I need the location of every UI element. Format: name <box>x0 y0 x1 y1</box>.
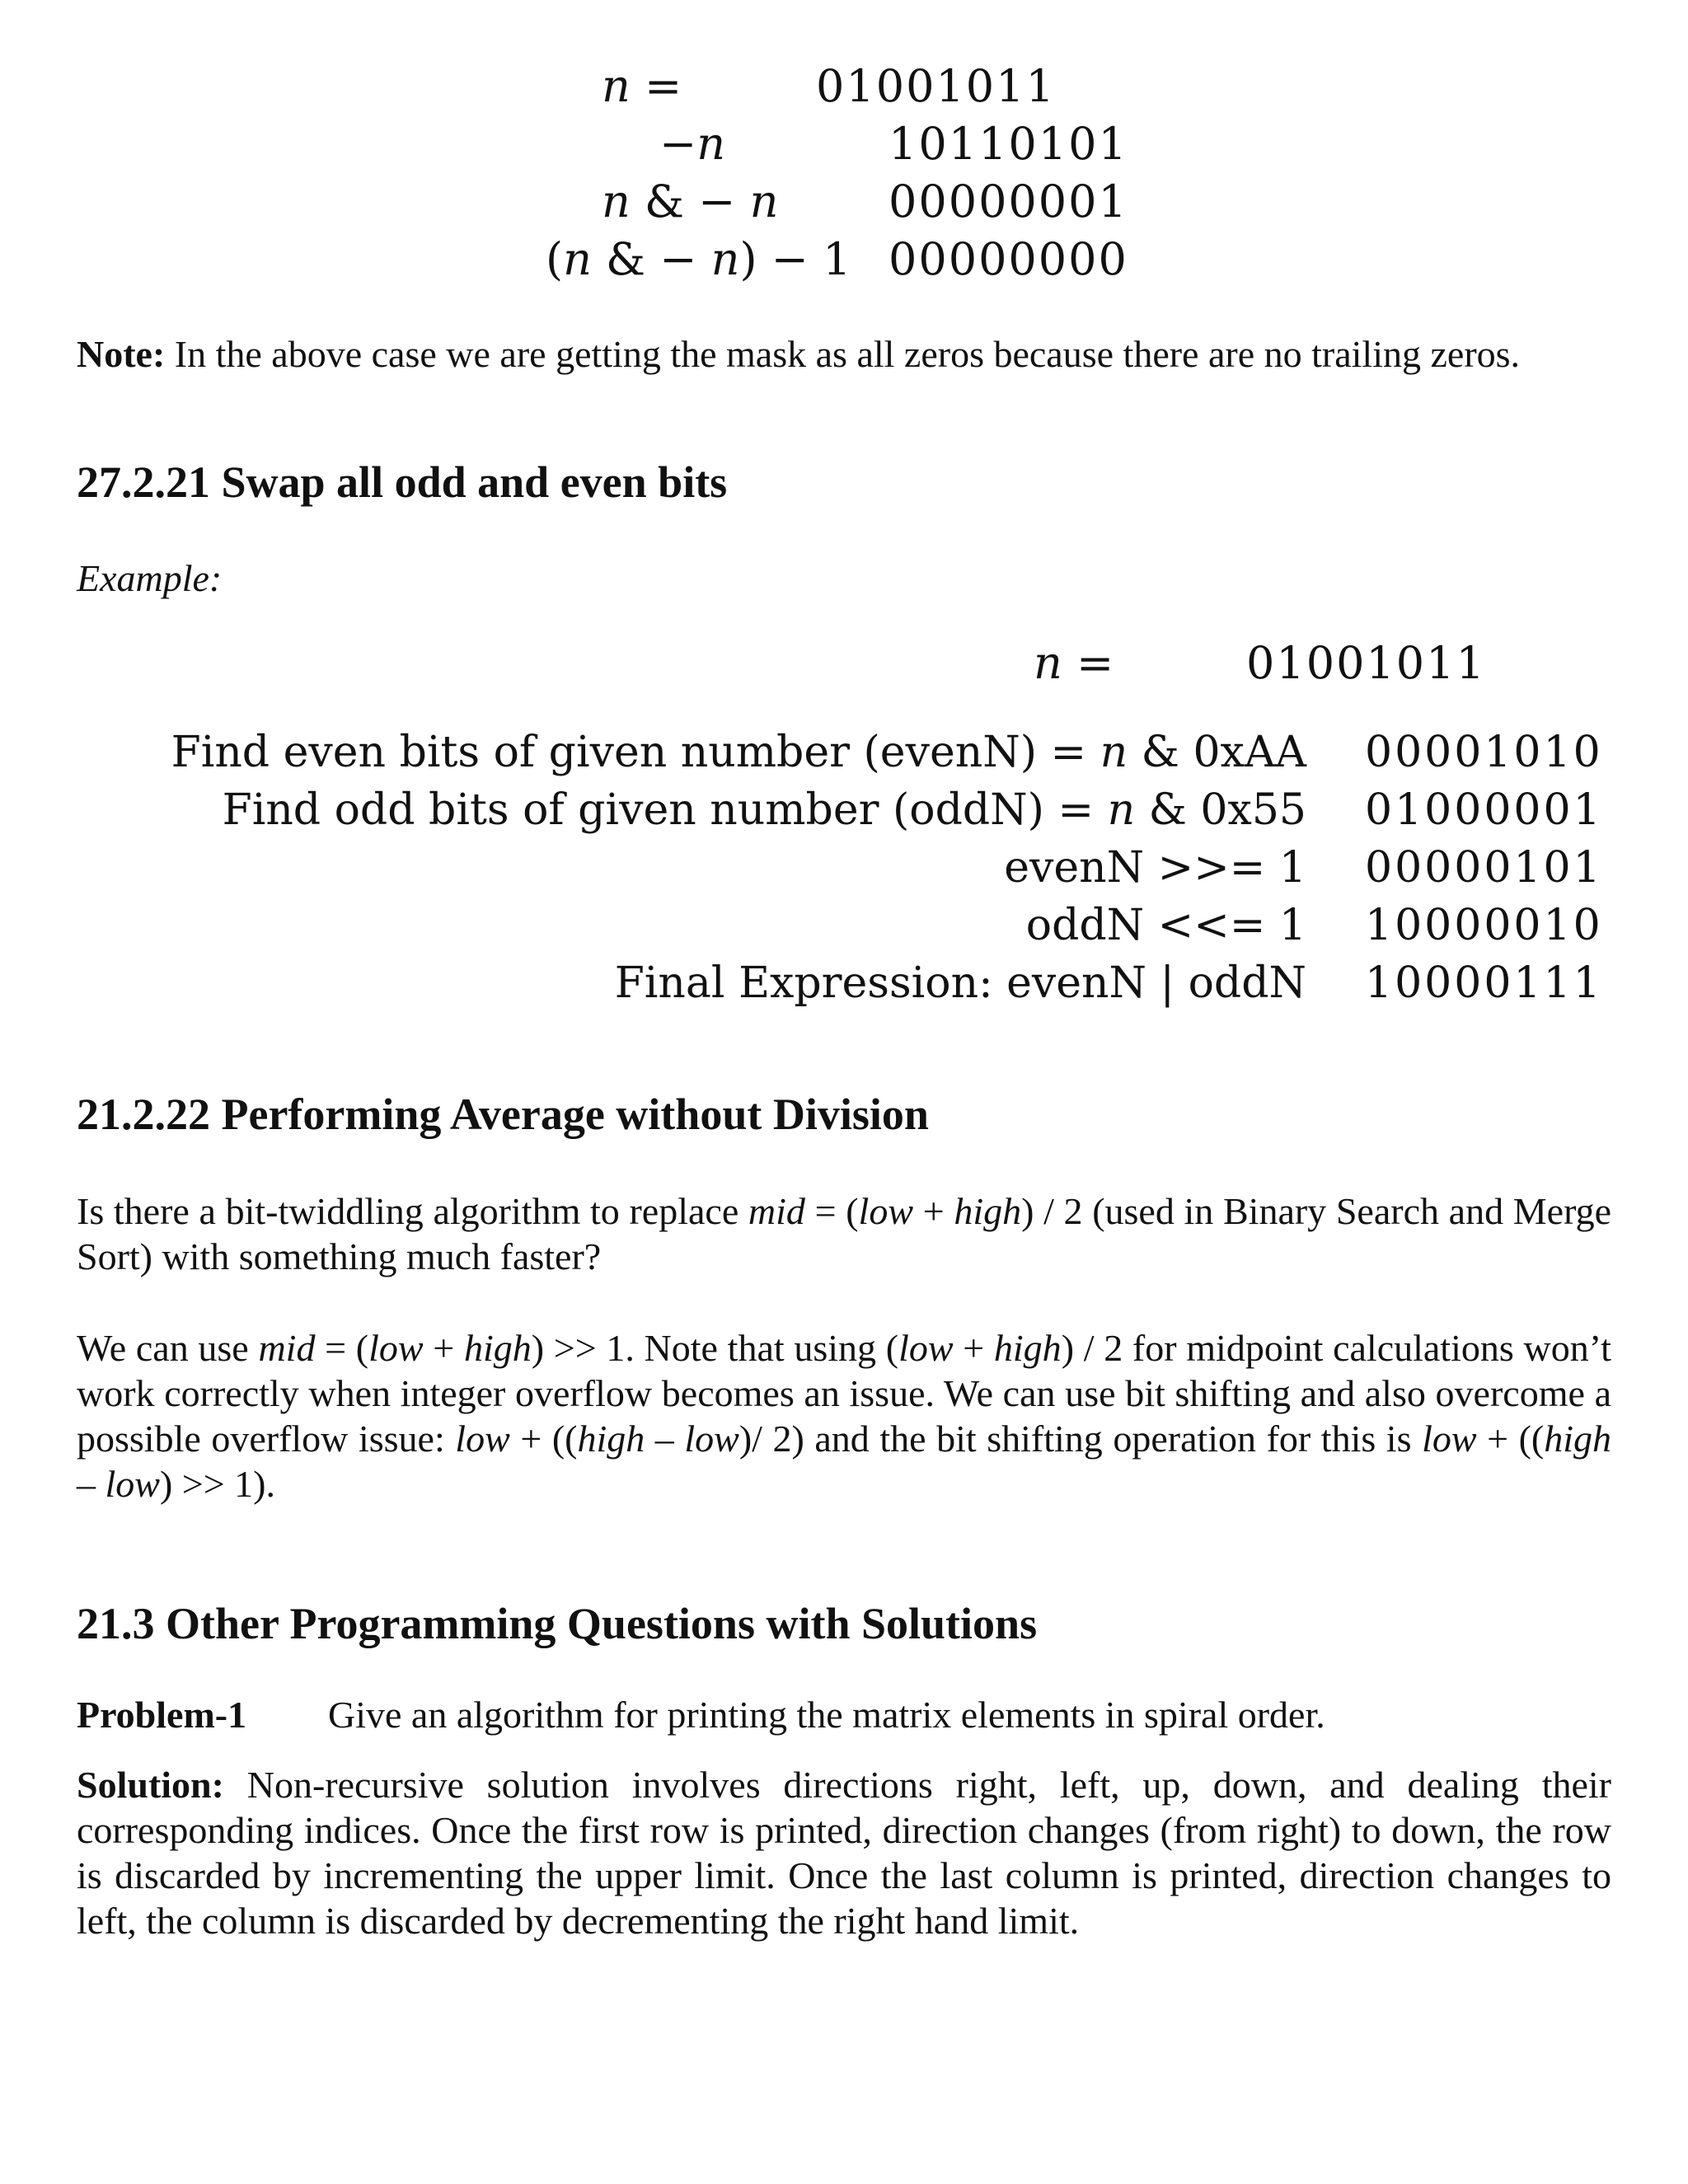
swap-row-value: 10000111 <box>1365 958 1603 1008</box>
solution-label: Solution: <box>77 1764 224 1806</box>
swap-row <box>0 897 1688 954</box>
math-row-label: −n <box>659 118 726 170</box>
solution-paragraph <box>77 1762 1611 1943</box>
swap-row <box>0 954 1688 1012</box>
swap-row-label: oddN <<= 1 <box>1025 901 1306 950</box>
section-heading-average: 21.2.22 Performing Average without Division <box>77 1090 929 1139</box>
swap-n-label: n = <box>1034 637 1114 689</box>
problem-1 <box>77 1692 1325 1738</box>
average-paragraph-2: We can use mid = (low + high) >> 1. Note that using (low + high) / 2 for midpoint calculations won’t work correctly when integer overflow becomes an issue. We can use bit shifting and also overcome a possible overflow issue: low + ((high – low)/ 2) and the bit shifting operation for this is low + ((high – low) >> 1). <box>77 1327 1612 1505</box>
example-label: Example: <box>77 557 223 599</box>
swap-row-label: Find odd bits of given number (oddN) = n & 0x55 <box>222 785 1306 835</box>
math-row <box>0 58 1688 115</box>
problem-text: Give an algorithm for printing the matrix elements in spiral order. <box>328 1694 1325 1736</box>
note-paragraph <box>77 331 1611 377</box>
math-row <box>0 173 1688 231</box>
math-row-label: n = <box>602 60 682 112</box>
swap-row <box>0 724 1688 781</box>
math-row-label: n & − n <box>602 176 779 227</box>
swap-n-value: 01001011 <box>1246 637 1486 689</box>
swap-row-value: 00000101 <box>1365 843 1603 893</box>
math-row-label: (n & − n) − 1 <box>546 233 851 285</box>
note-label: Note: <box>77 333 166 375</box>
math-row-value: 00000000 <box>889 233 1128 285</box>
swap-n-row <box>0 635 1688 692</box>
problem-label: Problem-1 <box>77 1694 247 1736</box>
math-row-value: 00000001 <box>889 176 1128 227</box>
note-text: In the above case we are getting the mask as all zeros because there are no trailing zeros. <box>165 333 1521 375</box>
swap-row <box>0 781 1688 839</box>
swap-row <box>0 839 1688 897</box>
math-row <box>0 231 1688 288</box>
swap-row-label: evenN >>= 1 <box>1004 843 1306 893</box>
swap-row-value: 10000010 <box>1365 901 1603 950</box>
solution-text: Non-recursive solution involves directions right, left, up, down, and dealing their corresponding indices. Once the first row is printed, direction changes (from right) to down, the row is discarded by incrementing the upper limit. Once the last column is printed, direction changes to left, the column is discarded by decrementing the right hand limit. <box>77 1764 1611 1942</box>
average-paragraph-1: Is there a bit-twiddling algorithm to replace mid = (low + high) / 2 (used in Binary Search and Merge Sort) with something much faster? <box>77 1190 1611 1277</box>
section-heading-other-questions: 21.3 Other Programming Questions with Solutions <box>77 1599 1038 1648</box>
math-row-value: 10110101 <box>889 118 1128 170</box>
swap-row-value: 00001010 <box>1365 728 1603 777</box>
swap-row-label: Final Expression: evenN | oddN <box>614 958 1306 1008</box>
math-row-value: 01001011 <box>816 60 1056 112</box>
section-heading-swap-bits: 27.2.21 Swap all odd and even bits <box>77 457 728 507</box>
swap-row-value: 01000001 <box>1365 785 1603 835</box>
math-row <box>0 115 1688 173</box>
swap-row-label: Find even bits of given number (evenN) = n & 0xAA <box>171 728 1306 777</box>
